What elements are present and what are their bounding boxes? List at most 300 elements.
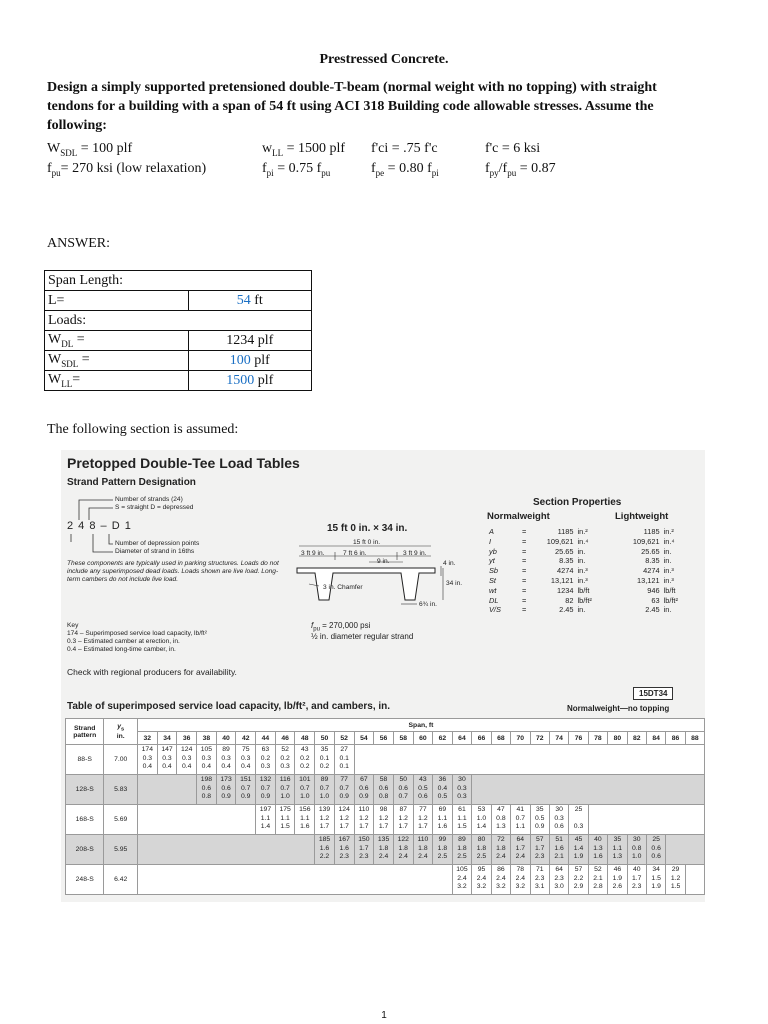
camber-erection: 0.6 xyxy=(359,784,369,792)
camber-longtime: 2.9 xyxy=(573,883,584,891)
load-capacity: 151 xyxy=(240,776,252,783)
load-value-cell xyxy=(530,805,549,835)
load-value-cell xyxy=(452,775,472,805)
load-value-cell xyxy=(530,865,549,895)
load-value-cell xyxy=(334,805,354,835)
load-capacity: 124 xyxy=(338,806,350,813)
camber-longtime: 0.8 xyxy=(201,793,212,801)
camber-longtime: 0.9 xyxy=(260,793,271,801)
property-cell: lb/ft² xyxy=(663,595,678,605)
double-tee-figure xyxy=(61,450,705,902)
load-capacity: 64 xyxy=(516,836,525,843)
load-value-cell xyxy=(374,775,394,805)
section-property-row xyxy=(487,547,705,557)
camber-erection: 0.6 xyxy=(398,784,408,792)
load-capacity: 57 xyxy=(535,836,544,843)
section-assumed-text: The following section is assumed: xyxy=(47,422,239,437)
property-cell: in.³ xyxy=(663,575,674,585)
camber-longtime: 2.4 xyxy=(418,853,428,861)
section-property-row xyxy=(487,556,705,566)
property-cell: 2.45 xyxy=(645,605,660,615)
ys-cell: 5.83 xyxy=(104,775,138,805)
camber-erection: 0.5 xyxy=(534,814,545,822)
load-value-cell xyxy=(177,745,197,775)
given-fci: f'ci = .75 f'c xyxy=(371,141,438,156)
load-value-cell xyxy=(137,745,157,775)
equals-sign: = xyxy=(522,536,527,546)
camber-erection: 1.8 xyxy=(378,844,389,852)
load-value-cell xyxy=(275,775,295,805)
load-value-cell xyxy=(236,775,256,805)
camber-erection: 1.2 xyxy=(670,874,681,882)
problem-statement: Design a simply supported pretensioned double-T-beam (normal weight with no topping) with straight tendons for a building with a span of 54 ft using ACI 318 Building code allowable stresses. Assume the following: xyxy=(47,80,657,133)
property-cell: 25.65 xyxy=(641,546,660,556)
camber-longtime: 2.5 xyxy=(476,853,487,861)
camber-longtime: 2.4 xyxy=(398,853,408,861)
empty-span-cell xyxy=(666,835,705,865)
load-value-cell xyxy=(413,835,433,865)
load-value-cell xyxy=(627,865,646,895)
property-cell: in.⁴ xyxy=(663,536,675,546)
load-value-cell xyxy=(472,805,491,835)
load-capacity: 198 xyxy=(200,776,213,783)
load-value-cell xyxy=(216,745,236,775)
property-cell: in.³ xyxy=(577,575,588,585)
given-fpi: $f_{pi} = 0.75$ $f_{pu}$ xyxy=(262,161,331,178)
L-value-cell: 54 ft xyxy=(188,291,311,311)
page-title: Prestressed Concrete. xyxy=(319,52,449,67)
load-capacity: 89 xyxy=(458,836,466,843)
span-column-header: 56 xyxy=(374,732,394,745)
camber-longtime: 2.2 xyxy=(319,853,330,861)
given-fpy-ratio: $f_{py}/f_{pu} = 0.87$ xyxy=(485,161,556,178)
property-cell: 8.35 xyxy=(559,556,574,566)
col-span-header: Span, ft xyxy=(137,719,704,732)
equals-sign: = xyxy=(522,585,527,595)
camber-erection: 0.3 xyxy=(554,814,564,822)
camber-erection: 0.6 xyxy=(378,784,389,792)
load-capacity: 72 xyxy=(497,836,505,843)
camber-erection: 0.2 xyxy=(280,754,290,762)
load-value-cell xyxy=(569,865,588,895)
strand-pattern-cell: 168-S xyxy=(66,805,104,835)
camber-longtime: 0.4 xyxy=(162,763,172,771)
span-column-header: 80 xyxy=(608,732,627,745)
camber-erection: 2.1 xyxy=(593,874,603,882)
camber-erection: 0.6 xyxy=(221,784,231,792)
load-value-cell xyxy=(315,805,335,835)
load-value-cell xyxy=(275,745,295,775)
strand-pattern-cell: 248-S xyxy=(66,865,104,895)
span-column-header: 86 xyxy=(666,732,685,745)
camber-erection: 1.1 xyxy=(260,814,271,822)
camber-erection: 1.7 xyxy=(515,844,526,852)
load-value-cell xyxy=(472,865,491,895)
camber-longtime: 0.6 xyxy=(651,853,661,861)
camber-erection: 1.7 xyxy=(359,844,369,852)
load-capacity: 89 xyxy=(222,746,230,753)
property-cell: in.² xyxy=(577,527,588,536)
wll-label: $W_{LL}=$ xyxy=(45,371,189,391)
property-cell: I xyxy=(489,536,492,546)
camber-erection: 0.7 xyxy=(515,814,526,822)
strand-pattern-title: Strand Pattern Designation xyxy=(67,477,196,488)
camber-longtime: 0.9 xyxy=(221,793,231,801)
property-cell: in. xyxy=(663,556,672,566)
empty-span-cell xyxy=(354,745,704,775)
load-capacity: 95 xyxy=(477,866,486,873)
load-capacity: 51 xyxy=(555,836,563,843)
camber-erection: 1.7 xyxy=(632,874,642,882)
camber-erection: 0.5 xyxy=(418,784,428,792)
load-value-cell xyxy=(157,745,177,775)
L-label: L= xyxy=(45,291,189,311)
load-value-cell xyxy=(354,835,374,865)
property-cell: yt xyxy=(489,556,495,566)
load-value-cell xyxy=(197,775,217,805)
camber-longtime: 0.4 xyxy=(241,763,251,771)
property-cell: 2.45 xyxy=(559,605,574,615)
load-value-cell xyxy=(315,775,335,805)
table-row xyxy=(66,775,705,805)
dim-stem-top: 9 in. xyxy=(377,558,390,565)
property-cell: A xyxy=(489,527,494,536)
load-value-cell xyxy=(666,865,685,895)
camber-longtime: 1.0 xyxy=(319,793,330,801)
equals-sign: = xyxy=(522,527,527,536)
camber-erection: 1.1 xyxy=(300,814,310,822)
wsdl-label: $W_{SDL}$ = xyxy=(45,351,189,371)
load-capacity: 86 xyxy=(497,866,505,873)
load-value-cell xyxy=(608,865,627,895)
load-capacity: 197 xyxy=(259,806,272,813)
given-wll: $w_{LL} = 1500$ plf xyxy=(262,141,346,158)
camber-longtime: 3.2 xyxy=(496,883,506,891)
camber-longtime: 3.2 xyxy=(476,883,487,891)
camber-erection: 1.2 xyxy=(339,814,349,822)
camber-erection: 2.3 xyxy=(534,874,545,882)
load-capacity: 35 xyxy=(535,806,544,813)
camber-erection: 1.5 xyxy=(651,874,661,882)
load-value-cell xyxy=(413,805,433,835)
wll-value: 1500 plf xyxy=(188,371,311,391)
camber-longtime: 1.5 xyxy=(280,823,290,831)
load-capacity: 78 xyxy=(516,866,525,873)
load-capacity: 89 xyxy=(320,776,329,783)
span-column-header: 38 xyxy=(197,732,217,745)
load-capacity: 63 xyxy=(261,746,270,753)
load-value-cell xyxy=(295,805,315,835)
key-block: Key 174 – Superimposed service load capacity, lb/ft² 0.3 – Estimated camber at erection, in. 0.4 – Estimated long-time camber, in. xyxy=(67,622,207,653)
property-cell: 109,621 xyxy=(632,536,660,546)
camber-longtime: 3.0 xyxy=(554,883,564,891)
camber-erection: 0.7 xyxy=(319,784,330,792)
empty-span-cell xyxy=(472,775,705,805)
empty-span-cell xyxy=(137,805,255,835)
camber-erection: 1.2 xyxy=(378,814,389,822)
strand-strength: $f_{pu} = 270,000$ psi xyxy=(311,621,371,633)
camber-erection xyxy=(569,815,587,824)
equals-sign: = xyxy=(522,546,527,556)
span-column-header: 72 xyxy=(530,732,549,745)
load-capacity: 75 xyxy=(241,746,250,753)
section-property-row xyxy=(487,586,705,596)
camber-longtime: 0.3 xyxy=(280,763,290,771)
camber-erection: 1.2 xyxy=(398,814,408,822)
camber-erection: 0.7 xyxy=(260,784,271,792)
load-value-cell xyxy=(216,775,236,805)
camber-longtime: 1.4 xyxy=(476,823,487,831)
usage-note: These components are typically used in parking structures. Loads do not include any superimposed dead loads. Loads shown are live load. Long-term cambers do not include live load. xyxy=(67,560,279,583)
beam-size-title: 15 ft 0 in. × 34 in. xyxy=(327,523,408,534)
load-capacity: 47 xyxy=(497,806,505,813)
load-value-cell xyxy=(393,835,413,865)
camber-longtime: 0.7 xyxy=(398,793,408,801)
load-capacity: 98 xyxy=(379,806,388,813)
load-capacity: 77 xyxy=(340,776,348,783)
load-value-cell xyxy=(549,865,568,895)
camber-longtime: 0.2 xyxy=(319,763,330,771)
page-number: 1 xyxy=(381,1010,387,1021)
camber-erection: 0.2 xyxy=(260,754,271,762)
load-value-cell xyxy=(569,805,588,835)
load-value-cell xyxy=(315,835,335,865)
camber-erection: 2.4 xyxy=(515,874,526,882)
camber-longtime: 1.6 xyxy=(593,853,603,861)
dim-right-flange: 3 ft 9 in. xyxy=(403,550,427,557)
load-capacity-table xyxy=(65,718,705,895)
camber-erection: 1.4 xyxy=(573,844,584,852)
ys-cell: 7.00 xyxy=(104,745,138,775)
load-value-cell xyxy=(354,775,374,805)
property-cell: in. xyxy=(577,556,586,566)
camber-erection: 0.6 xyxy=(651,844,661,852)
camber-erection: 1.2 xyxy=(359,814,369,822)
ys-cell: 5.95 xyxy=(104,835,138,865)
property-cell: 946 xyxy=(647,585,660,595)
section-property-row xyxy=(487,596,705,606)
load-value-cell xyxy=(374,835,394,865)
property-cell: 8.35 xyxy=(645,556,660,566)
answer-label: ANSWER: xyxy=(47,236,110,251)
load-value-cell xyxy=(393,805,413,835)
load-capacity: 40 xyxy=(594,836,602,843)
load-capacity: 116 xyxy=(279,776,291,783)
load-value-cell xyxy=(256,745,276,775)
camber-longtime: 1.9 xyxy=(651,883,661,891)
camber-erection: 1.8 xyxy=(496,844,506,852)
strand-code: 2 4 8 – D 1 xyxy=(67,520,132,532)
empty-span-cell xyxy=(685,865,704,895)
load-value-cell xyxy=(627,835,646,865)
load-value-cell xyxy=(646,835,665,865)
camber-longtime: 0.9 xyxy=(534,823,545,831)
camber-longtime: 0.6 xyxy=(554,823,564,831)
property-cell: 13,121 xyxy=(550,575,574,585)
property-cell: 63 xyxy=(651,595,660,605)
camber-erection: 1.7 xyxy=(534,844,545,852)
camber-longtime: 1.9 xyxy=(573,853,584,861)
camber-longtime: 0.4 xyxy=(221,763,231,771)
load-capacity: 135 xyxy=(377,836,390,843)
camber-longtime: 0.4 xyxy=(201,763,212,771)
load-capacity: 53 xyxy=(477,806,486,813)
load-capacity: 124 xyxy=(181,746,193,753)
property-cell: V/S xyxy=(489,605,501,615)
load-value-cell xyxy=(646,865,665,895)
load-capacity: 77 xyxy=(419,806,427,813)
equals-sign: = xyxy=(522,605,527,615)
camber-erection: 1.8 xyxy=(476,844,487,852)
load-capacity: 105 xyxy=(200,746,213,753)
load-capacity: 67 xyxy=(360,776,368,783)
table-row xyxy=(66,745,705,775)
camber-longtime: 2.6 xyxy=(612,883,623,891)
span-column-header: 40 xyxy=(216,732,236,745)
span-column-header: 32 xyxy=(137,732,157,745)
camber-erection: 1.0 xyxy=(476,814,487,822)
span-column-header: 66 xyxy=(472,732,491,745)
camber-erection: 2.4 xyxy=(457,874,467,882)
load-value-cell xyxy=(433,805,452,835)
load-table-title: Table of superimposed service load capacity, lb/ft², and cambers, in. xyxy=(67,701,391,712)
load-value-cell xyxy=(256,775,276,805)
camber-longtime: 3.2 xyxy=(515,883,526,891)
load-capacity: 173 xyxy=(220,776,232,783)
span-header: Span Length: xyxy=(45,271,312,291)
camber-erection: 1.8 xyxy=(457,844,467,852)
span-column-header: 74 xyxy=(549,732,568,745)
camber-longtime: 3.1 xyxy=(534,883,545,891)
load-capacity: 36 xyxy=(438,776,447,783)
camber-longtime: 2.4 xyxy=(496,853,506,861)
load-capacity: 147 xyxy=(161,746,173,753)
load-capacity: 71 xyxy=(535,866,544,873)
empty-span-cell xyxy=(137,835,314,865)
equals-sign: = xyxy=(522,556,527,566)
load-value-cell xyxy=(472,835,491,865)
property-cell: lb/ft xyxy=(577,585,590,595)
load-value-cell xyxy=(588,835,607,865)
empty-span-cell xyxy=(588,805,704,835)
camber-erection: 2.3 xyxy=(554,874,564,882)
design-table xyxy=(44,270,312,391)
load-capacity: 80 xyxy=(477,836,486,843)
load-value-cell xyxy=(608,835,627,865)
camber-longtime: 1.4 xyxy=(260,823,271,831)
span-column-header: 58 xyxy=(393,732,413,745)
section-property-row xyxy=(487,537,705,547)
camber-longtime: 2.4 xyxy=(378,853,389,861)
load-value-cell xyxy=(393,775,413,805)
camber-longtime: 0.3 xyxy=(260,763,271,771)
camber-erection: 0.3 xyxy=(201,754,212,762)
load-capacity: 30 xyxy=(555,806,563,813)
property-cell: 13,121 xyxy=(636,575,660,585)
section-property-row xyxy=(487,566,705,576)
load-value-cell xyxy=(549,805,568,835)
load-capacity: 185 xyxy=(318,836,331,843)
camber-erection: 2.2 xyxy=(573,874,584,882)
property-cell: 4274 xyxy=(643,566,660,576)
load-capacity: 41 xyxy=(516,806,525,813)
load-value-cell xyxy=(295,775,315,805)
camber-erection: 0.7 xyxy=(280,784,290,792)
camber-erection: 0.1 xyxy=(339,754,349,762)
load-value-cell xyxy=(315,745,335,775)
availability-note: Check with regional producers for availability. xyxy=(67,667,237,677)
load-capacity: 45 xyxy=(574,836,583,843)
lightweight-header: Lightweight xyxy=(615,511,669,522)
span-column-header: 76 xyxy=(569,732,588,745)
load-capacity: 50 xyxy=(399,776,408,783)
camber-erection: 1.3 xyxy=(593,844,603,852)
load-capacity: 156 xyxy=(299,806,311,813)
property-cell: in.³ xyxy=(577,566,588,576)
equals-sign: = xyxy=(522,575,527,585)
figure-title: Pretopped Double-Tee Load Tables xyxy=(67,455,300,471)
property-cell: DL xyxy=(489,595,499,605)
dim-stem-spacing: 7 ft 6 in. xyxy=(343,550,367,557)
camber-longtime: 0.2 xyxy=(300,763,310,771)
camber-erection: 0.2 xyxy=(300,754,310,762)
camber-longtime: 0.9 xyxy=(339,793,349,801)
load-capacity: 35 xyxy=(613,836,622,843)
camber-erection: 1.1 xyxy=(457,814,467,822)
camber-longtime: 0.1 xyxy=(339,763,349,771)
camber-longtime: 1.1 xyxy=(515,823,526,831)
load-capacity: 175 xyxy=(279,806,291,813)
span-column-header: 34 xyxy=(157,732,177,745)
col-ys: $y_s$ in. xyxy=(104,719,138,745)
ys-cell: 6.42 xyxy=(104,865,138,895)
property-cell: in.³ xyxy=(663,566,674,576)
col-strand-pattern: Strand pattern xyxy=(66,719,104,745)
load-capacity: 174 xyxy=(141,746,153,753)
span-column-header: 82 xyxy=(627,732,646,745)
load-capacity: 34 xyxy=(652,866,660,873)
camber-longtime: 2.3 xyxy=(339,853,349,861)
camber-erection: 2.4 xyxy=(496,874,506,882)
wsdl-value: 100 plf xyxy=(188,351,311,371)
camber-longtime: 1.7 xyxy=(378,823,389,831)
span-column-header: 54 xyxy=(354,732,374,745)
load-capacity: 150 xyxy=(358,836,370,843)
camber-longtime: 1.7 xyxy=(398,823,408,831)
section-properties-title: Section Properties xyxy=(533,497,622,508)
property-cell: 4274 xyxy=(557,566,574,576)
load-capacity: 52 xyxy=(594,866,602,873)
section-property-row xyxy=(487,605,705,615)
span-column-header: 52 xyxy=(334,732,354,745)
load-value-cell xyxy=(236,745,256,775)
strand-pattern-cell: 88-S xyxy=(66,745,104,775)
camber-longtime: 1.7 xyxy=(319,823,330,831)
table-row xyxy=(66,865,705,895)
strand-pattern-cell: 208-S xyxy=(66,835,104,865)
property-cell: wt xyxy=(489,585,497,595)
span-column-header: 78 xyxy=(588,732,607,745)
annotation-straight-depressed: S = straight D = depressed xyxy=(115,504,194,511)
camber-erection: 1.9 xyxy=(612,874,623,882)
span-column-header: 64 xyxy=(452,732,472,745)
given-wsdl: $W_{SDL} = 100$ plf xyxy=(47,141,133,158)
span-column-header: 42 xyxy=(236,732,256,745)
camber-longtime: 0.9 xyxy=(359,793,369,801)
load-value-cell xyxy=(413,775,433,805)
camber-erection: 1.8 xyxy=(437,844,448,852)
camber-erection: 0.7 xyxy=(241,784,251,792)
